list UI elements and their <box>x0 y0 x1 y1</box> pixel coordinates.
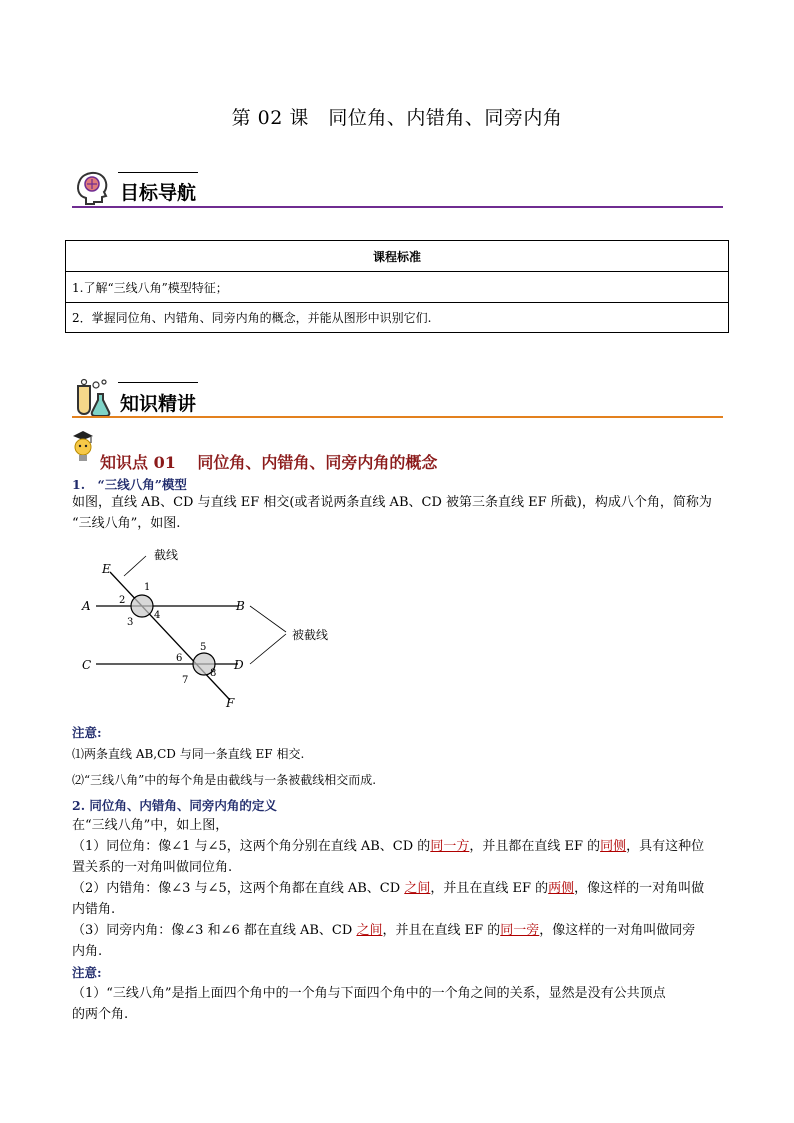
angle-label-3: 3 <box>127 617 134 628</box>
note2-label: 注意: <box>72 965 102 980</box>
knowledge-point-title: 知识点 01 同位角、内错角、同旁内角的概念 <box>100 453 438 472</box>
def-interior-key1: 之间 <box>356 923 383 938</box>
note1-label: 注意: <box>72 725 102 740</box>
angle-label-2: 2 <box>119 595 126 606</box>
section-knowledge-header <box>72 378 723 420</box>
angle-label-1: 1 <box>144 582 151 593</box>
note1-item1: ⑴两条直线 AB,CD 与同一条直线 EF 相交. <box>72 747 305 761</box>
angle-label-6: 6 <box>176 653 183 664</box>
def-corresponding-line1 <box>72 836 704 857</box>
brain-head-icon <box>72 168 112 208</box>
angle-label-7: 7 <box>182 675 189 686</box>
def-alternate-text-c: ，像这样的一对角叫做 <box>574 881 705 896</box>
angle-label-5: 5 <box>200 642 207 653</box>
def-corresponding-text-c: ，具有这种位 <box>626 839 705 854</box>
def-interior-key2: 同一旁 <box>500 923 540 938</box>
sub2-intro: 在“三线八角”中，如上图， <box>72 818 229 833</box>
note1-item2: ⑵“三线八角”中的每个角是由截线与一条被截线相交而成. <box>72 773 377 787</box>
point-A: A <box>82 599 91 613</box>
angle-label-8: 8 <box>210 668 217 679</box>
def-corresponding-key1: 同一方 <box>430 839 470 854</box>
sub1-paragraph-line1: 如图，直线 AB、CD 与直线 EF 相交(或者说两条直线 AB、CD 被第三条直线 EF 所截)，构成八个角，简称为 <box>72 495 712 510</box>
point-E: E <box>102 562 111 576</box>
def-corresponding-key2: 同侧 <box>600 839 627 854</box>
section-goal-title: 目标导航 <box>120 182 197 204</box>
label-beijiexian: 被截线 <box>292 628 329 642</box>
def-interior-text-a: （3）同旁内角：像∠3 和∠6 都在直线 AB、CD <box>72 923 357 938</box>
def-corresponding-text-a: （1）同位角：像∠1 与∠5，这两个角分别在直线 AB、CD 的 <box>72 839 431 854</box>
point-F: F <box>226 696 235 710</box>
table-row-2: 2．掌握同位角、内错角、同旁内角的概念，并能从图形中识别它们. <box>66 303 729 333</box>
def-alternate-key2: 两侧 <box>548 881 575 896</box>
table-header: 课程标准 <box>66 241 729 272</box>
def-corresponding-line2: 置关系的一对角叫做同位角. <box>72 860 233 875</box>
def-interior-line1 <box>72 920 695 941</box>
three-lines-eight-angles-figure <box>78 544 340 714</box>
note2-line1: （1）“三线八角”是指上面四个角中的一个角与下面四个角中的一个角之间的关系，显然是没有公共顶点 <box>72 986 666 1001</box>
table-row-1: 1.了解“三线八角”模型特征； <box>66 272 729 303</box>
lightbulb-scholar-icon <box>70 430 96 466</box>
page-title: 第 02 课 同位角、内错角、同旁内角 <box>231 107 563 129</box>
point-D: D <box>234 658 244 672</box>
section-goal-header <box>72 168 723 210</box>
point-B: B <box>236 599 245 613</box>
def-alternate-line2: 内错角. <box>72 902 116 917</box>
def-alternate-line1 <box>72 878 704 899</box>
section-goal-topline <box>118 172 198 173</box>
label-jiexian: 截线 <box>154 548 179 562</box>
sub1-heading: 1. “三线八角”模型 <box>72 477 187 492</box>
flask-icon <box>72 378 112 418</box>
def-alternate-key1: 之间 <box>404 881 431 896</box>
def-alternate-text-b: ，并且在直线 EF 的 <box>430 881 549 896</box>
point-C: C <box>82 658 92 672</box>
note2-line2: 的两个角. <box>72 1007 129 1022</box>
course-standard-table <box>65 240 729 333</box>
def-interior-text-b: ，并且在直线 EF 的 <box>382 923 501 938</box>
section-goal-underline <box>72 206 723 208</box>
sub1-paragraph-line2: “三线八角”，如图. <box>72 516 181 531</box>
def-corresponding-text-b: ，并且都在直线 EF 的 <box>469 839 601 854</box>
def-alternate-text-a: （2）内错角：像∠3 与∠5，这两个角都在直线 AB、CD <box>72 881 405 896</box>
def-interior-line2: 内角. <box>72 944 103 959</box>
section-knowledge-title: 知识精讲 <box>120 393 197 415</box>
section-knowledge-underline <box>72 416 723 418</box>
def-interior-text-c: ，像这样的一对角叫做同旁 <box>539 923 696 938</box>
angle-label-4: 4 <box>154 610 161 621</box>
section-knowledge-topline <box>118 382 198 383</box>
sub2-heading: 2. 同位角、内错角、同旁内角的定义 <box>72 798 277 813</box>
